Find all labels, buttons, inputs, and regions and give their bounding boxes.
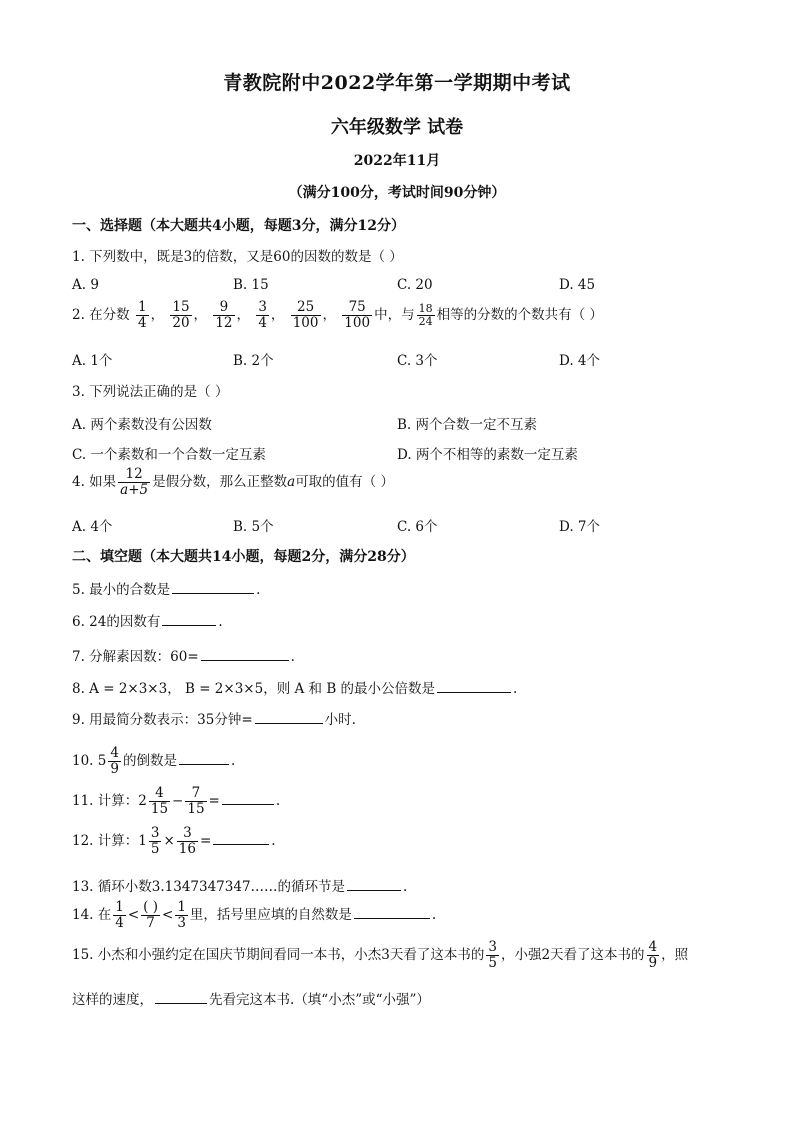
question-11: 11. 计算：2 $\frac{4}{15}$ − $\frac{7}{15}$ = .: [72, 785, 281, 817]
q4-option-b: B. 5个: [233, 519, 274, 535]
answer-blank[interactable]: [172, 592, 254, 594]
exam-title: 青教院附中2022学年第一学期期中考试: [223, 72, 571, 94]
q3-option-c: C. 一个素数和一个合数一定互素: [72, 447, 266, 463]
answer-blank[interactable]: [155, 1002, 207, 1004]
q4-option-c: C. 6个: [397, 519, 438, 535]
question-1: 1. 下列数中，既是3的倍数，又是60的因数的数是（ ）: [72, 249, 403, 265]
fraction: $\frac{7}{15}$: [187, 785, 205, 817]
q2-option-d: D. 4个: [559, 353, 601, 369]
q4-option-d: D. 7个: [559, 519, 601, 535]
fraction: $\frac{15}{20}$: [172, 299, 190, 331]
answer-blank[interactable]: [347, 889, 401, 891]
exam-subtitle: 六年级数学 试卷: [330, 117, 464, 138]
fraction: $\frac{4}{15}$: [150, 785, 169, 817]
fraction: $\frac{3}{4}$: [258, 299, 267, 331]
exam-date: 2022年11月: [353, 153, 441, 169]
q1-option-a: A. 9: [72, 277, 99, 293]
answer-blank[interactable]: [222, 803, 274, 805]
fraction: $\frac{75}{100}$: [344, 299, 371, 331]
question-7: 7. 分解素因数：60= .: [72, 649, 295, 665]
target-fraction: $\frac{18}{24}$: [418, 301, 433, 328]
fraction: $\frac{3}{5}$: [488, 939, 497, 971]
question-8: 8. A = 2×3×3， B = 2×3×5，则 A 和 B 的最小公倍数是 .: [72, 681, 518, 697]
section-heading-choice: 一、选择题（本大题共4小题，每题3分，满分12分）: [72, 218, 405, 234]
question-3: 3. 下列说法正确的是（ ）: [72, 384, 229, 400]
q3-option-b: B. 两个合数一定不互素: [397, 417, 538, 433]
q3-option-a: A. 两个素数没有公因数: [72, 417, 212, 433]
q1-option-c: C. 20: [397, 277, 433, 293]
fraction: $\frac{4}{9}$: [110, 745, 119, 777]
fraction: $\frac{1}{4}$: [137, 299, 147, 331]
question-13: 13. 循环小数3.1347347347……的循环节是 .: [72, 879, 408, 895]
question-15-line2: 这样的速度， 先看完这本书.（填“小杰”或“小强”）: [72, 992, 430, 1008]
fraction: $\frac{1}{4}$: [115, 899, 124, 931]
answer-blank[interactable]: [201, 659, 289, 661]
fraction: $\frac{3}{16}$: [178, 825, 196, 857]
fraction: $\frac{3}{5}$: [150, 825, 160, 857]
q1-option-d: D. 45: [559, 277, 596, 293]
q2-option-a: A. 1个: [72, 353, 113, 369]
q3-option-d: D. 两个不相等的素数一定互素: [397, 447, 578, 463]
question-2: 2. 在分数 $\frac{1}{4}$ ， $\frac{15}{20}$ ， $\frac{9}{12}$ ， $\frac{3}{4}$ ， $\frac{25}{100}$ ， $\frac{75}{100}$ 中，与 $\frac{18}{24}$ 相等的分数的个数共有（ ）: [72, 299, 603, 331]
answer-blank[interactable]: [213, 843, 269, 845]
question-12: 12. 计算：1 $\frac{3}{5}$ × $\frac{3}{16}$ = .: [72, 825, 276, 857]
fraction: $\frac{25}{100}$: [292, 299, 319, 331]
answer-blank[interactable]: [354, 917, 430, 919]
q2-option-b: B. 2个: [233, 353, 274, 369]
q1-option-b: B. 15: [233, 277, 269, 293]
question-15-line1: 15. 小杰和小强约定在国庆节期间看同一本书，小杰3天看了这本书的 $\frac{3}{5}$ ，小强2天看了这本书的 $\frac{4}{9}$ ，照: [72, 939, 689, 971]
question-5: 5. 最小的合数是 .: [72, 582, 261, 598]
fraction: $\frac{12}{a+5}$: [120, 466, 149, 498]
q4-option-a: A. 4个: [72, 519, 113, 535]
answer-blank[interactable]: [162, 624, 216, 626]
question-4: 4. 如果 $\frac{12}{a+5}$ 是假分数，那么正整数a可取的值有（ ）: [72, 466, 394, 498]
fraction: $\frac{1}{3}$: [177, 899, 186, 931]
question-9: 9. 用最简分数表示：35分钟= 小时.: [72, 712, 356, 728]
fraction: $\frac{9}{12}$: [215, 299, 233, 331]
fraction: $\frac{4}{9}$: [648, 939, 658, 971]
answer-blank[interactable]: [255, 722, 323, 724]
question-6: 6. 24的因数有 .: [72, 614, 223, 630]
q2-option-c: C. 3个: [397, 353, 438, 369]
exam-note: （满分100分，考试时间90分钟）: [288, 185, 506, 201]
question-14: 14. 在 $\frac{1}{4}$ < $\frac{( )}{7}$ < $\frac{1}{3}$ 里，括号里应填的自然数是 .: [72, 899, 437, 931]
answer-blank[interactable]: [179, 763, 229, 765]
question-10: 10. 5 $\frac{4}{9}$ 的倒数是 .: [72, 745, 236, 777]
answer-blank[interactable]: [437, 691, 511, 693]
fraction: $\frac{( )}{7}$: [143, 899, 158, 931]
section-heading-fill: 二、填空题（本大题共14小题，每题2分，满分28分）: [72, 549, 415, 565]
